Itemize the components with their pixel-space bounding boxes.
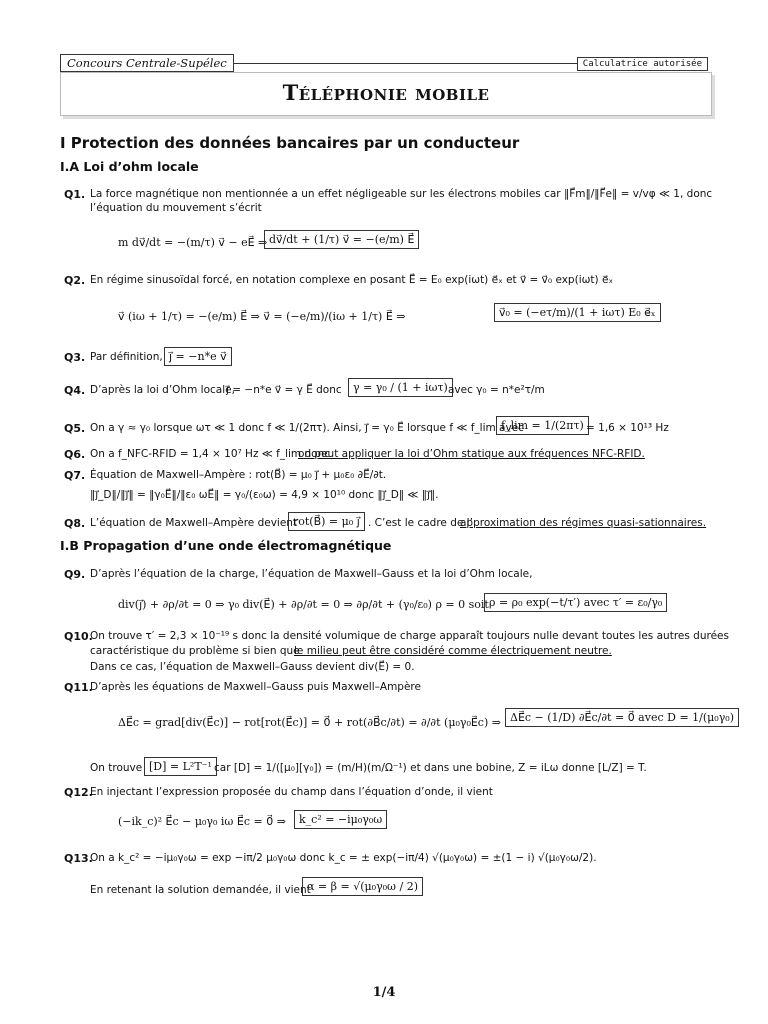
calculator-tag: Calculatrice autorisée bbox=[577, 57, 708, 71]
question-text: On trouve τ′ = 2,3 × 10⁻¹⁹ s donc la densité volumique de charge apparaît toujours nulle devant toutes les autres durées bbox=[90, 630, 729, 642]
question-text: La force magnétique non mentionnée a un effet négligeable sur les électrons mobiles car ‖F⃗m‖/‖F⃗e‖ = v/vφ ≪ 1, donc bbox=[90, 188, 713, 200]
question-text: avec γ₀ = n*e²τ/m bbox=[448, 384, 545, 396]
question-text: Équation de Maxwell–Ampère : rot(B⃗) = μ₀ j⃗ + μ₀ε₀ ∂E⃗/∂t. bbox=[90, 469, 387, 481]
boxed-equation bbox=[288, 512, 365, 531]
boxed-equation bbox=[496, 416, 589, 435]
boxed-equation bbox=[264, 230, 419, 249]
question-text: caractéristique du problème si bien que bbox=[90, 645, 300, 657]
question-text: On a k_c² = −iμ₀γ₀ω = exp −iπ/2 μ₀γ₀ω donc k_c = ± exp(−iπ/4) √(μ₀γ₀ω) = ±(1 − i) √(μ₀γ₀ω/2). bbox=[90, 852, 597, 864]
question-text: En régime sinusoïdal forcé, en notation complexe en posant E⃗ = E₀ exp(iωt) e⃗ₓ et v⃗ = v⃗₀ exp(iωt) e⃗ₓ bbox=[90, 274, 614, 286]
question-label: Q1. bbox=[64, 188, 86, 201]
boxed-equation bbox=[494, 303, 661, 322]
question-label: Q10. bbox=[64, 630, 93, 643]
question-text: = 1,6 × 10¹³ Hz bbox=[586, 422, 669, 434]
boxed-equation bbox=[164, 347, 232, 366]
question-label: Q3. bbox=[64, 351, 86, 364]
question-label: Q8. bbox=[64, 517, 86, 530]
question-label: Q2. bbox=[64, 274, 86, 287]
answer-box: v⃗₀ = (−eτ/m)/(1 + iωτ) E₀ e⃗ₓ bbox=[494, 303, 661, 322]
boxed-equation bbox=[302, 877, 423, 896]
answer-box: rot(B⃗) = μ₀ j⃗ bbox=[288, 512, 365, 531]
answer-box: j⃗ = −n*e v⃗ bbox=[164, 347, 232, 366]
boxed-equation bbox=[348, 378, 453, 397]
contest-tag: Concours Centrale-Supélec bbox=[60, 54, 234, 72]
question-text: car [D] = 1/([μ₀][γ₀]) = (m/H)(m/Ω⁻¹) et dans une bobine, Z = iLω donne [L/Z] = T. bbox=[214, 762, 647, 774]
question-label: Q13. bbox=[64, 852, 93, 865]
question-text: . C’est le cadre de l’ bbox=[368, 517, 473, 529]
question-text-underlined: on peut appliquer la loi d’Ohm statique aux fréquences NFC-RFID. bbox=[298, 448, 645, 460]
question-text: l’équation du mouvement s’écrit bbox=[90, 202, 262, 214]
answer-box: ΔE⃗c − (1/D) ∂E⃗c/∂t = 0⃗ avec D = 1/(μ₀γ₀) bbox=[505, 708, 739, 727]
question-label: Q7. bbox=[64, 469, 86, 482]
equation: (−ik_c)² E⃗c − μ₀γ₀ iω E⃗c = 0⃗ ⇒ bbox=[118, 815, 286, 828]
question-text: On trouve bbox=[90, 762, 143, 774]
title-box bbox=[60, 72, 712, 116]
question-text: On a f_NFC-RFID = 1,4 × 10⁷ Hz ≪ f_lim donc bbox=[90, 448, 330, 460]
question-text: On a γ ≈ γ₀ lorsque ωτ ≪ 1 donc f ≪ 1/(2πτ). Ainsi, j⃗ = γ₀ E⃗ lorsque f ≪ f_lim avec bbox=[90, 422, 524, 434]
question-label: Q6. bbox=[64, 448, 86, 461]
answer-box: dv⃗/dt + (1/τ) v⃗ = −(e/m) E⃗ bbox=[264, 230, 419, 249]
subsection-a: I.A Loi d’ohm locale bbox=[60, 159, 199, 174]
question-text: ‖j⃗_D‖/‖j⃗‖ = ‖γ₀E⃗‖/‖ε₀ ωE⃗‖ = γ₀/(ε₀ω) = 4,9 × 10¹⁰ donc ‖j⃗_D‖ ≪ ‖j⃗‖. bbox=[90, 489, 439, 501]
question-text: L’équation de Maxwell–Ampère devient bbox=[90, 517, 298, 529]
boxed-equation bbox=[505, 708, 739, 727]
answer-box: α = β = √(μ₀γ₀ω / 2) bbox=[302, 877, 423, 896]
answer-box: γ = γ₀ / (1 + iωτ) bbox=[348, 378, 453, 397]
question-text: D’après la loi d’Ohm locale, bbox=[90, 384, 235, 396]
equation: div(j⃗) + ∂ρ/∂t = 0 ⇒ γ₀ div(E⃗) + ∂ρ/∂t = 0 ⇒ ∂ρ/∂t + (γ₀/ε₀) ρ = 0 soit bbox=[118, 598, 489, 611]
answer-box: f_lim = 1/(2πτ) bbox=[496, 416, 589, 435]
question-label: Q9. bbox=[64, 568, 86, 581]
question-text: Par définition, bbox=[90, 351, 163, 363]
answer-box: [D] = L²T⁻¹ bbox=[144, 757, 217, 776]
subsection-b: I.B Propagation d’une onde électromagnétique bbox=[60, 538, 392, 553]
question-text: Dans ce cas, l’équation de Maxwell–Gauss devient div(E⃗) = 0. bbox=[90, 661, 415, 673]
question-label: Q12. bbox=[64, 786, 93, 799]
equation: m dv⃗/dt = −(m/τ) v⃗ − eE⃗ ⇒ bbox=[118, 236, 268, 249]
question-text-underlined: approximation des régimes quasi-sationnaires. bbox=[460, 517, 707, 529]
question-text: D’après les équations de Maxwell–Gauss puis Maxwell–Ampère bbox=[90, 681, 421, 693]
answer-box: k_c² = −iμ₀γ₀ω bbox=[294, 810, 387, 829]
equation: v⃗ (iω + 1/τ) = −(e/m) E⃗ ⇒ v⃗ = (−e/m)/(iω + 1/τ) E⃗ ⇒ bbox=[118, 310, 406, 323]
section-title: I Protection des données bancaires par un conducteur bbox=[60, 134, 520, 152]
question-text: En injectant l’expression proposée du champ dans l’équation d’onde, il vient bbox=[90, 786, 493, 798]
question-text-underlined: le milieu peut être considéré comme électriquement neutre. bbox=[294, 645, 612, 657]
answer-box: ρ = ρ₀ exp(−t/τ′) avec τ′ = ε₀/γ₀ bbox=[484, 593, 667, 612]
question-text: j⃗ = −n*e v⃗ = γ E⃗ donc bbox=[226, 384, 342, 396]
question-text: D’après l’équation de la charge, l’équation de Maxwell–Gauss et la loi d’Ohm locale, bbox=[90, 568, 533, 580]
question-text: En retenant la solution demandée, il vient bbox=[90, 884, 311, 896]
boxed-equation bbox=[294, 810, 387, 829]
equation: ΔE⃗c = grad[div(E⃗c)] − rot[rot(E⃗c)] = 0⃗ + rot(∂B⃗c/∂t) = ∂/∂t (μ₀γ₀E⃗c) ⇒ bbox=[118, 716, 501, 729]
boxed-equation bbox=[484, 593, 667, 612]
question-label: Q11. bbox=[64, 681, 93, 694]
page-title: Téléphonie mobile bbox=[282, 80, 490, 105]
question-label: Q5. bbox=[64, 422, 86, 435]
question-label: Q4. bbox=[64, 384, 86, 397]
page-number: 1/4 bbox=[372, 985, 396, 1000]
boxed-equation bbox=[144, 757, 217, 776]
